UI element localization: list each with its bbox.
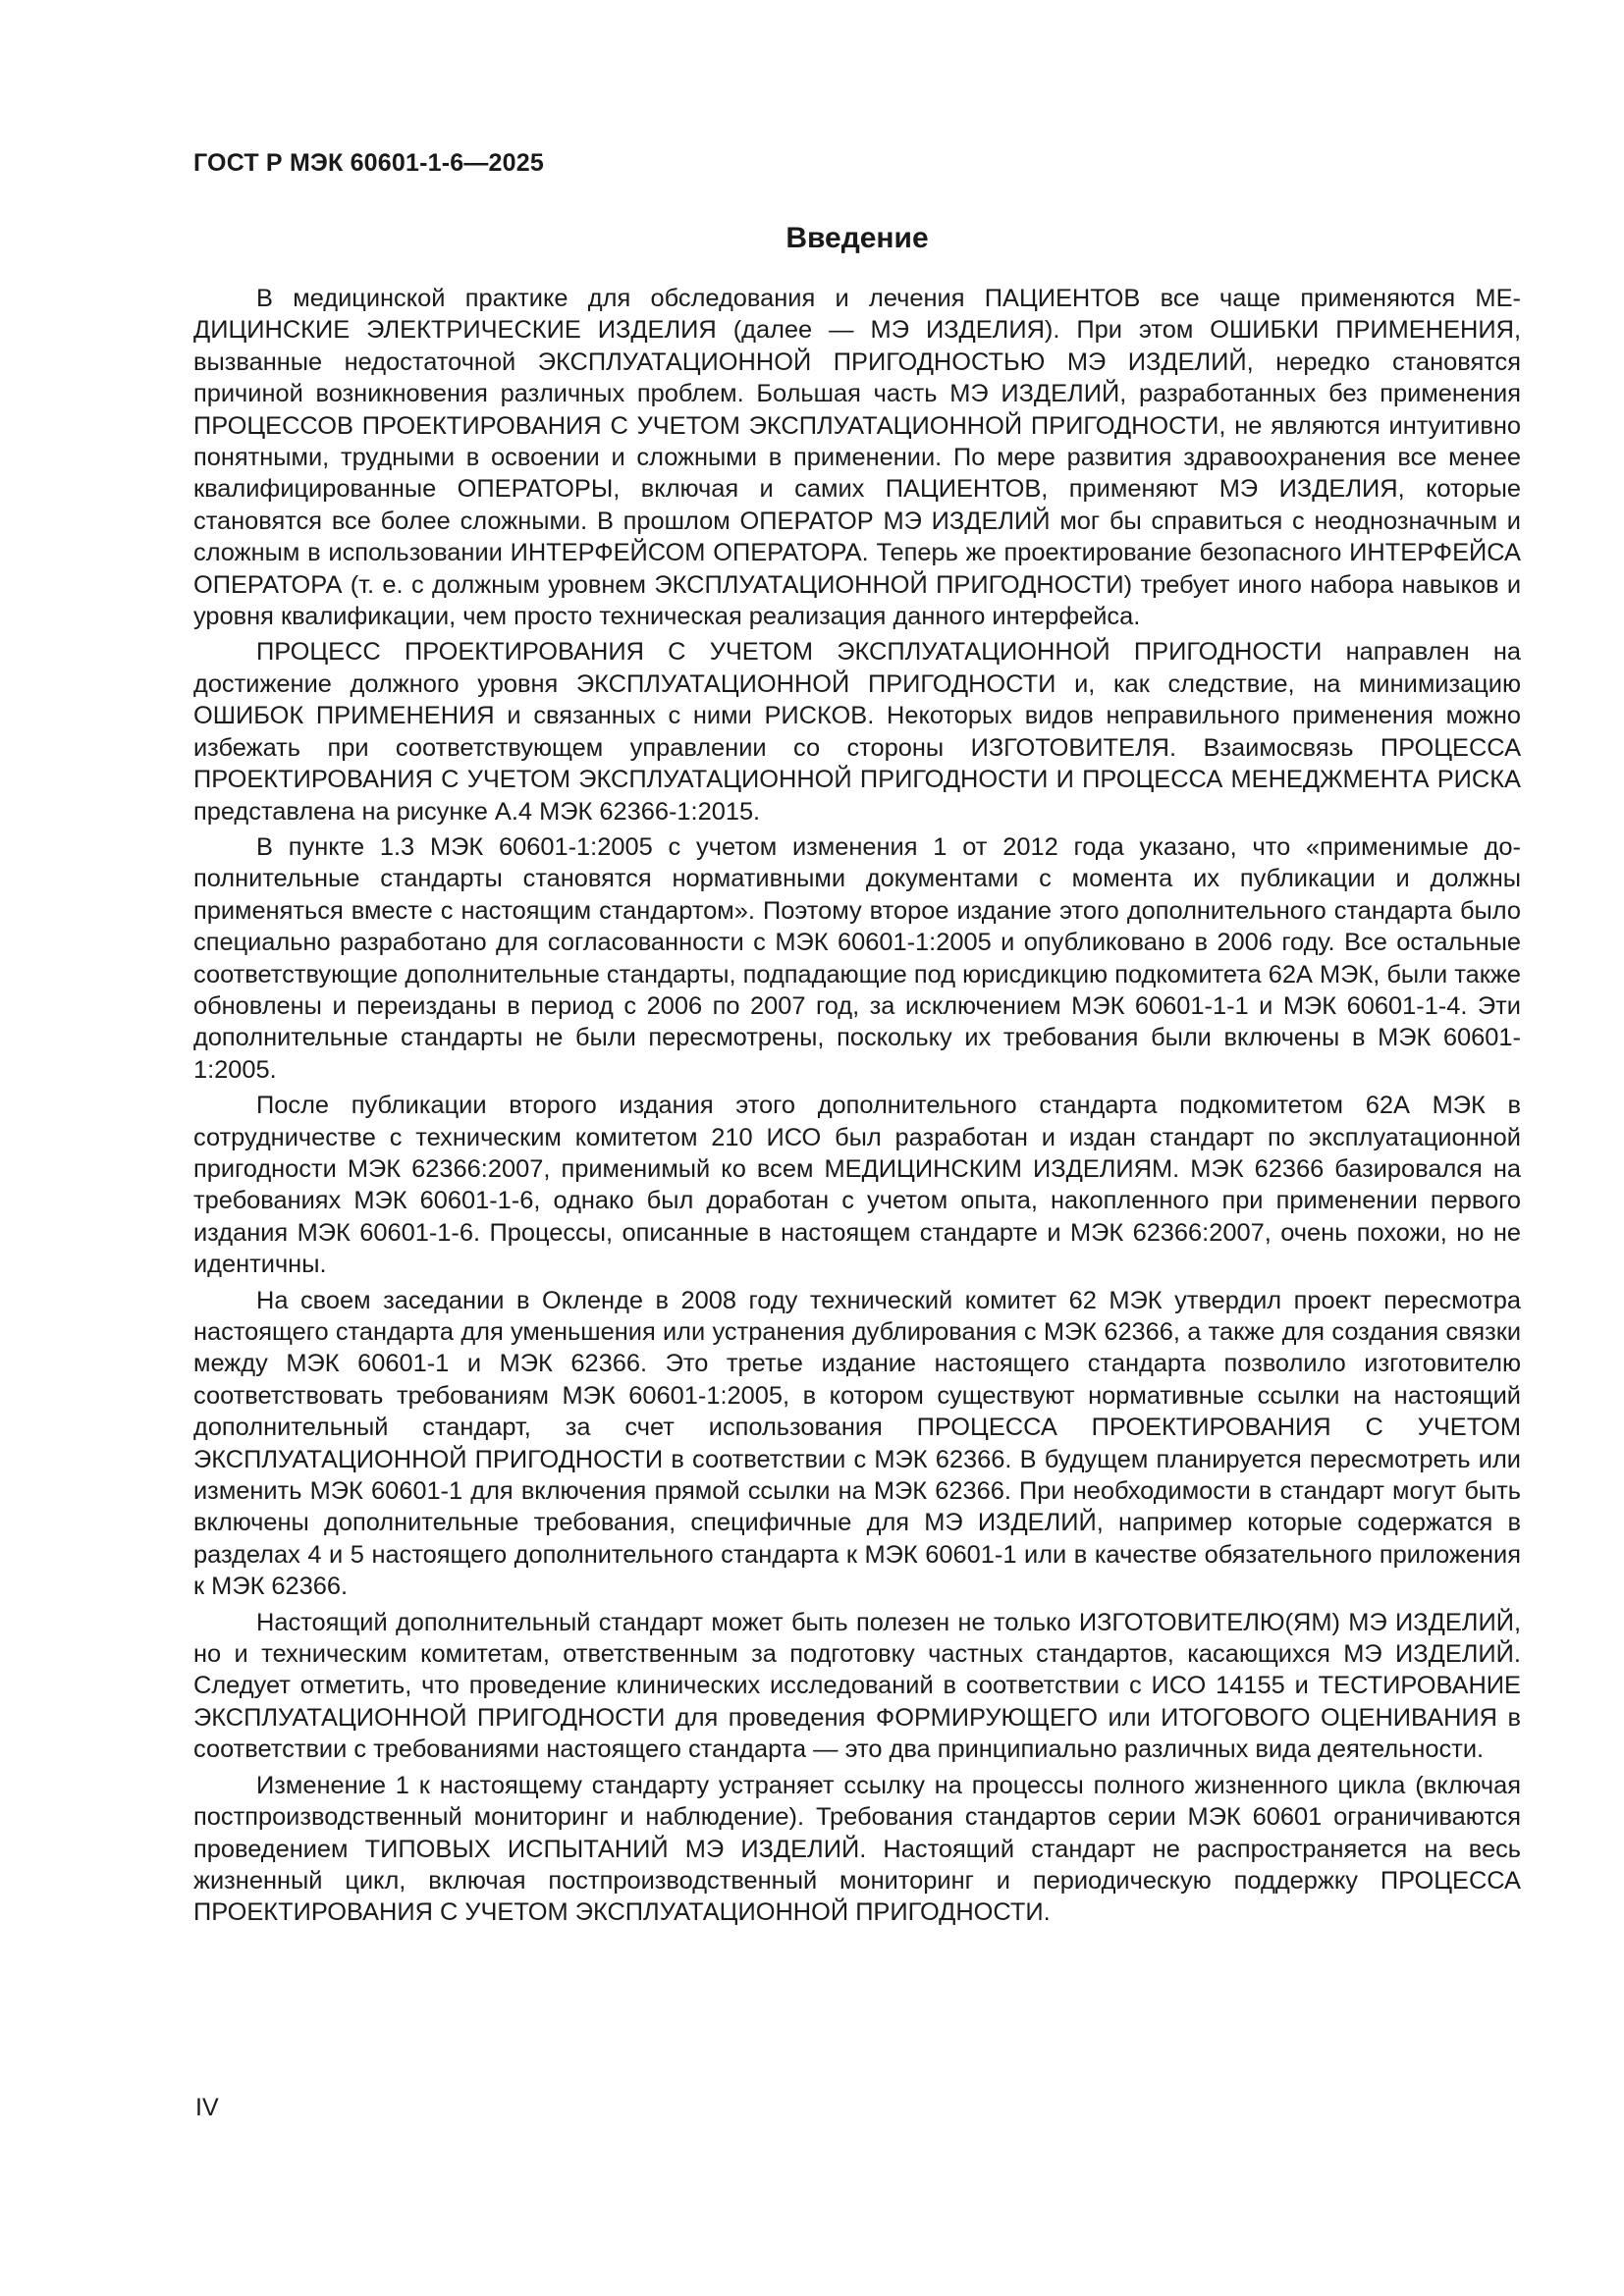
- section-title: Введение: [785, 222, 929, 254]
- document-body: [193, 283, 1521, 1933]
- page-number: IV: [195, 2094, 219, 2121]
- paragraph-5: На своем заседании в Окленде в 2008 году технический комитет 62 МЭК утвердил проект пересмотра настоящего стандарта для уменьшения или устранения дублирования с МЭК 62366, а также для создания связки между МЭК 60601-1 и МЭК 62366. Это третье издание настоящего стандарта позволило изготовителю соответствовать требованиям МЭК 60601-1:2005, в котором существуют нормативные ссылки на настоящий дополнительный стандарт, за счет использования ПРОЦЕССА ПРОЕКТИРОВАНИЯ С УЧЕТОМ ЭКСПЛУАТАЦИОННОЙ ПРИГОДНОСТИ в соответствии с МЭК 62366. В будущем планируется пересмотреть или изменить МЭК 60601-1 для включения прямой ссылки на МЭК 62366. При необходимости в стандарт могут быть включены дополнительные требования, специфичные для МЭ ИЗДЕЛИЙ, например которые содержатся в разделах 4 и 5 настоящего дополнительного стандарта к МЭК 60601-1 или в качестве обязательного приложения к МЭК 62366.: [193, 1286, 1521, 1601]
- paragraph-2: ПРОЦЕСС ПРОЕКТИРОВАНИЯ С УЧЕТОМ ЭКСПЛУАТАЦИОННОЙ ПРИГОДНОСТИ направлен на достижение должного уровня ЭКСПЛУАТАЦИОННОЙ ПРИГОДНОСТИ и, как следствие, на минимизацию ОШИБОК ПРИМЕНЕНИЯ и связанных с ними РИСКОВ. Некоторых видов неправильного применения можно избежать при соответствующем управлении со стороны ИЗГОТОВИТЕЛЯ. Взаимосвязь ПРОЦЕССА ПРОЕКТИРОВАНИЯ С УЧЕТОМ ЭКСПЛУАТАЦИОННОЙ ПРИГОДНОСТИ И ПРОЦЕССА МЕНЕДЖМЕНТА РИСКА представлена на рисунке А.4 МЭК 62366-1:2015.: [193, 638, 1521, 826]
- paragraph-1: В медицинской практике для обследования и лечения ПАЦИЕНТОВ все чаще применяются МЕДИЦИНСКИЕ ЭЛЕКТРИЧЕСКИЕ ИЗДЕЛИЯ (далее — МЭ ИЗДЕЛИЯ). При этом ОШИБКИ ПРИМЕНЕНИЯ, вызванные недостаточной ЭКСПЛУАТАЦИОННОЙ ПРИГОДНОСТЬЮ МЭ ИЗДЕЛИЙ, нередко становятся причиной возникновения различных проблем. Большая часть МЭ ИЗДЕЛИЙ, разработанных без применения ПРОЦЕССОВ ПРОЕКТИРОВАНИЯ С УЧЕТОМ ЭКСПЛУАТАЦИОННОЙ ПРИГОДНОСТИ, не являются интуитивно понятными, трудными в освоении и сложными в применении. По мере развития здравоохранения все менее квалифицированные ОПЕРАТОРЫ, включая и самих ПАЦИЕНТОВ, применяют МЭ ИЗДЕЛИЯ, которые становятся все более сложными. В прошлом ОПЕРАТОР МЭ ИЗДЕЛИЙ мог бы справиться с неоднозначным и сложным в использовании ИНТЕРФЕЙСОМ ОПЕРАТОРА. Теперь же проектирование безопасного ИНТЕРФЕЙСА ОПЕРАТОРА (т. е. с должным уровнем ЭКСПЛУАТАЦИОННОЙ ПРИГОДНОСТИ) требует иного набора навыков и уровня квалификации, чем просто техническая реализация данного интерфейса.: [193, 285, 1521, 631]
- paragraph-4: После публикации второго издания этого дополнительного стандарта подкомитетом 62А МЭК в сотрудничестве с техническим комитетом 210 ИСО был разработан и издан стандарт по эксплуатационной пригодности МЭК 62366:2007, применимый ко всем МЕДИЦИНСКИМ ИЗДЕЛИЯМ. МЭК 62366 базировался на требованиях МЭК 60601-1-6, однако был доработан с учетом опыта, накопленного при применении первого издания МЭК 60601-1-6. Процессы, описанные в настоящем стандарте и МЭК 62366:2007, очень похожи, но не идентичны.: [193, 1092, 1521, 1279]
- document-header: ГОСТ Р МЭК 60601-1-6—2025: [193, 149, 544, 177]
- paragraph-7: Изменение 1 к настоящему стандарту устраняет ссылку на процессы полного жизненного цикла (включая постпроизводственный мониторинг и наблюдение). Требования стандартов серии МЭК 60601 ограничиваются проведением ТИПОВЫХ ИСПЫТАНИЙ МЭ ИЗДЕЛИЙ. Настоящий стандарт не распространяется на весь жизненный цикл, включая постпроизводственный мониторинг и периодическую поддержку ПРОЦЕССА ПРОЕКТИРОВАНИЯ С УЧЕТОМ ЭКСПЛУАТАЦИОННОЙ ПРИГОДНОСТИ.: [193, 1771, 1521, 1927]
- paragraph-6: Настоящий дополнительный стандарт может быть полезен не только ИЗГОТОВИТЕЛЮ(ЯМ) МЭ ИЗДЕЛИЙ, но и техническим комитетам, ответственным за подготовку частных стандартов, касающихся МЭ ИЗДЕЛИЙ. Следует отметить, что проведение клинических исследований в соответствии с ИСО 14155 и ТЕСТИРОВАНИЕ ЭКСПЛУАТАЦИОННОЙ ПРИГОДНОСТИ для проведения ФОРМИРУЮЩЕГО или ИТОГОВОГО ОЦЕНИВАНИЯ в соответствии с требованиями настоящего стандарта — это два принципиально различных вида деятельности.: [193, 1608, 1521, 1764]
- paragraph-3: В пункте 1.3 МЭК 60601-1:2005 с учетом изменения 1 от 2012 года указано, что «применимые дополнительные стандарты становятся нормативными документами с момента их публикации и должны применяться вместе с настоящим стандартом». Поэтому второе издание этого дополнительного стандарта было специально разработано для согласованности с МЭК 60601-1:2005 и опубликовано в 2006 году. Все остальные соответствующие дополнительные стандарты, подпадающие под юрисдикцию подкомитета 62А МЭК, были также обновлены и переизданы в период с 2006 по 2007 год, за исключением МЭК 60601-1-1 и МЭК 60601-1-4. Эти дополнительные стандарты не были пересмотрены, поскольку их требования были включены в МЭК 60601-1:2005.: [193, 832, 1521, 1084]
